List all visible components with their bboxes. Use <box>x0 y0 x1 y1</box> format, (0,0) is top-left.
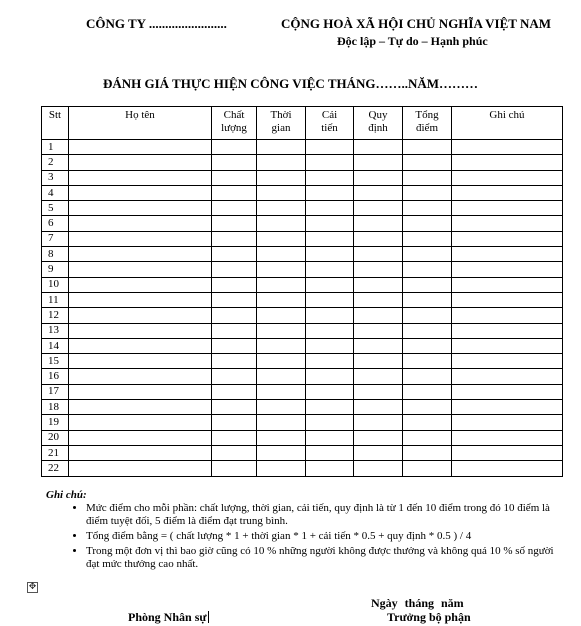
table-cell[interactable] <box>69 338 212 353</box>
row-number-cell: 18 <box>42 400 69 415</box>
table-cell[interactable] <box>212 262 257 277</box>
table-cell[interactable] <box>354 185 403 200</box>
table-cell[interactable] <box>354 262 403 277</box>
table-cell[interactable] <box>403 308 452 323</box>
header-improvement: Cải tiến <box>306 107 354 140</box>
table-cell[interactable] <box>354 277 403 292</box>
table-cell[interactable] <box>452 445 563 460</box>
table-cell[interactable] <box>212 369 257 384</box>
table-cell[interactable] <box>403 354 452 369</box>
table-cell[interactable] <box>212 338 257 353</box>
table-row <box>42 338 563 353</box>
table-cell[interactable] <box>354 384 403 399</box>
table-cell[interactable] <box>69 155 212 170</box>
table-cell[interactable] <box>69 170 212 185</box>
table-cell[interactable] <box>257 323 306 338</box>
table-cell[interactable] <box>69 430 212 445</box>
table-row <box>42 400 563 415</box>
row-number-cell: 5 <box>42 201 69 216</box>
table-cell[interactable] <box>212 185 257 200</box>
table-cell[interactable] <box>403 201 452 216</box>
row-number-cell: 17 <box>42 384 69 399</box>
national-motto: Độc lập – Tự do – Hạnh phúc <box>337 34 488 48</box>
table-cell[interactable] <box>452 247 563 262</box>
table-cell[interactable] <box>403 445 452 460</box>
table-cell[interactable] <box>306 384 354 399</box>
table-header-row <box>42 107 563 140</box>
table-cell[interactable] <box>452 185 563 200</box>
header-total: Tổng điểm <box>403 107 452 140</box>
table-cell[interactable] <box>306 308 354 323</box>
row-number-cell: 21 <box>42 445 69 460</box>
row-number-cell: 11 <box>42 292 69 307</box>
table-cell[interactable] <box>69 308 212 323</box>
header-stt: Stt <box>42 107 69 140</box>
company-name: CÔNG TY ........................ <box>86 16 227 31</box>
table-cell[interactable] <box>306 400 354 415</box>
table-cell[interactable] <box>257 445 306 460</box>
table-cell[interactable] <box>212 430 257 445</box>
table-cell[interactable] <box>257 185 306 200</box>
row-number-cell: 1 <box>42 140 69 155</box>
table-cell[interactable] <box>403 185 452 200</box>
table-cell[interactable] <box>69 247 212 262</box>
table-cell[interactable] <box>452 140 563 155</box>
table-cell[interactable] <box>354 308 403 323</box>
row-number-cell: 7 <box>42 231 69 246</box>
table-cell[interactable] <box>452 461 563 476</box>
table-cell[interactable] <box>306 247 354 262</box>
table-cell[interactable] <box>306 201 354 216</box>
table-cell[interactable] <box>403 140 452 155</box>
table-cell[interactable] <box>69 400 212 415</box>
table-cell[interactable] <box>257 277 306 292</box>
table-cell[interactable] <box>354 461 403 476</box>
table-cell[interactable] <box>452 170 563 185</box>
table-cell[interactable] <box>212 384 257 399</box>
table-row <box>42 430 563 445</box>
table-cell[interactable] <box>452 231 563 246</box>
row-number-cell: 4 <box>42 185 69 200</box>
table-cell[interactable] <box>212 415 257 430</box>
table-cell[interactable] <box>354 338 403 353</box>
table-cell[interactable] <box>452 216 563 231</box>
table-cell[interactable] <box>452 369 563 384</box>
table-cell[interactable] <box>354 430 403 445</box>
table-cell[interactable] <box>212 323 257 338</box>
evaluation-table <box>41 106 563 477</box>
table-cell[interactable] <box>354 415 403 430</box>
table-cell[interactable] <box>212 247 257 262</box>
table-cell[interactable] <box>452 430 563 445</box>
table-cell[interactable] <box>306 338 354 353</box>
table-cell[interactable] <box>257 338 306 353</box>
table-cell[interactable] <box>306 277 354 292</box>
table-row <box>42 445 563 460</box>
signature-hr-label: Phòng Nhân sự <box>128 610 207 624</box>
signature-date: Ngày tháng năm <box>371 596 464 610</box>
table-cell[interactable] <box>354 155 403 170</box>
table-cell[interactable] <box>452 338 563 353</box>
table-cell[interactable] <box>354 400 403 415</box>
row-number-cell: 16 <box>42 369 69 384</box>
table-cell[interactable] <box>257 231 306 246</box>
table-row <box>42 185 563 200</box>
table-cell[interactable] <box>452 384 563 399</box>
document-title: ĐÁNH GIÁ THỰC HIỆN CÔNG VIỆC THÁNG……..NĂM……… <box>102 76 479 91</box>
row-number-cell: 3 <box>42 170 69 185</box>
row-number-cell: 8 <box>42 247 69 262</box>
table-cell[interactable] <box>257 415 306 430</box>
table-cell[interactable] <box>212 292 257 307</box>
table-cell[interactable] <box>69 140 212 155</box>
table-cell[interactable] <box>212 216 257 231</box>
table-cell[interactable] <box>257 262 306 277</box>
row-number-cell: 10 <box>42 277 69 292</box>
table-row <box>42 216 563 231</box>
table-cell[interactable] <box>257 400 306 415</box>
table-cell[interactable] <box>69 216 212 231</box>
row-number-cell: 20 <box>42 430 69 445</box>
row-number-cell: 14 <box>42 338 69 353</box>
row-number-cell: 6 <box>42 216 69 231</box>
row-number-cell: 13 <box>42 323 69 338</box>
table-cell[interactable] <box>69 461 212 476</box>
table-cell[interactable] <box>212 461 257 476</box>
table-cell[interactable] <box>69 323 212 338</box>
table-cell[interactable] <box>212 155 257 170</box>
notes-list <box>46 502 566 571</box>
table-cell[interactable] <box>354 323 403 338</box>
table-cell[interactable] <box>354 445 403 460</box>
notes-section <box>46 489 566 573</box>
table-row <box>42 231 563 246</box>
table-cell[interactable] <box>257 461 306 476</box>
header-notes: Ghi chú <box>452 107 563 140</box>
notes-title: Ghi chú: <box>46 489 87 501</box>
table-cell[interactable] <box>403 277 452 292</box>
table-cell[interactable] <box>403 384 452 399</box>
table-cell[interactable] <box>306 461 354 476</box>
table-cell[interactable] <box>354 369 403 384</box>
table-cell[interactable] <box>306 140 354 155</box>
table-cell[interactable] <box>212 308 257 323</box>
header-regulation: Quy định <box>354 107 403 140</box>
table-cell[interactable] <box>257 292 306 307</box>
table-row <box>42 323 563 338</box>
text-cursor <box>208 611 209 623</box>
table-cell[interactable] <box>212 354 257 369</box>
table-cell[interactable] <box>212 277 257 292</box>
table-cell[interactable] <box>354 354 403 369</box>
table-cell[interactable] <box>403 262 452 277</box>
row-number-cell: 15 <box>42 354 69 369</box>
table-row <box>42 170 563 185</box>
table-cell[interactable] <box>306 354 354 369</box>
table-cell[interactable] <box>403 338 452 353</box>
table-cell[interactable] <box>69 445 212 460</box>
row-number-cell: 2 <box>42 155 69 170</box>
table-cell[interactable] <box>452 415 563 430</box>
table-row <box>42 461 563 476</box>
table-cell[interactable] <box>306 262 354 277</box>
table-cell[interactable] <box>306 216 354 231</box>
table-cell[interactable] <box>69 354 212 369</box>
table-row <box>42 201 563 216</box>
table-cell[interactable] <box>403 430 452 445</box>
table-cell[interactable] <box>403 231 452 246</box>
table-cell[interactable] <box>257 201 306 216</box>
table-cell[interactable] <box>452 155 563 170</box>
row-number-cell: 12 <box>42 308 69 323</box>
table-cell[interactable] <box>257 216 306 231</box>
move-arrows-icon[interactable]: ✥ <box>28 582 37 592</box>
table-cell[interactable] <box>452 292 563 307</box>
table-cell[interactable] <box>257 155 306 170</box>
table-cell[interactable] <box>452 277 563 292</box>
table-cell[interactable] <box>257 430 306 445</box>
table-cell[interactable] <box>306 415 354 430</box>
table-cell[interactable] <box>306 323 354 338</box>
table-cell[interactable] <box>403 461 452 476</box>
table-cell[interactable] <box>69 231 212 246</box>
table-cell[interactable] <box>306 430 354 445</box>
table-cell[interactable] <box>306 445 354 460</box>
table-row <box>42 277 563 292</box>
table-cell[interactable] <box>354 140 403 155</box>
note-item: • Trong một đơn vị thì bao giờ cũng có 10 % những người không được thưởng và không quá 10 % số người đạt mức thưởng cao nhất. <box>86 545 566 571</box>
header-time: Thời gian <box>257 107 306 140</box>
table-cell[interactable] <box>69 262 212 277</box>
table-cell[interactable] <box>257 369 306 384</box>
table-cell[interactable] <box>354 247 403 262</box>
table-cell[interactable] <box>69 415 212 430</box>
table-row <box>42 308 563 323</box>
table-row <box>42 140 563 155</box>
table-cell[interactable] <box>257 140 306 155</box>
note-item: • Mức điểm cho mỗi phần: chất lượng, thời gian, cải tiến, quy định là từ 1 đến 10 điểm trong đó 10 điểm là điểm tuyệt đối, 5 điểm là điểm đạt trung bình. <box>86 502 566 528</box>
table-cell[interactable] <box>354 231 403 246</box>
table-cell[interactable] <box>257 247 306 262</box>
table-cell[interactable] <box>403 369 452 384</box>
table-cell[interactable] <box>257 170 306 185</box>
table-cell[interactable] <box>306 369 354 384</box>
table-row <box>42 354 563 369</box>
table-cell[interactable] <box>69 277 212 292</box>
table-cell[interactable] <box>452 262 563 277</box>
table-cell[interactable] <box>212 170 257 185</box>
row-number-cell: 22 <box>42 461 69 476</box>
table-cell[interactable] <box>306 231 354 246</box>
table-row <box>42 369 563 384</box>
table-cell[interactable] <box>69 384 212 399</box>
table-cell[interactable] <box>212 201 257 216</box>
note-item: • Tổng điểm bằng = ( chất lượng * 1 + thời gian * 1 + cải tiến * 0.5 + quy định * 0.5 ) / 4 <box>86 530 566 543</box>
signature-manager: Trưởng bộ phận <box>387 610 471 624</box>
table-cell[interactable] <box>452 400 563 415</box>
table-cell[interactable] <box>354 170 403 185</box>
table-cell[interactable] <box>306 185 354 200</box>
table-cell[interactable] <box>212 231 257 246</box>
table-row <box>42 155 563 170</box>
table-cell[interactable] <box>212 445 257 460</box>
row-number-cell: 9 <box>42 262 69 277</box>
table-cell[interactable] <box>403 155 452 170</box>
table-cell[interactable] <box>403 247 452 262</box>
table-cell[interactable] <box>69 201 212 216</box>
table-cell[interactable] <box>306 292 354 307</box>
table-cell[interactable] <box>403 170 452 185</box>
table-cell[interactable] <box>403 292 452 307</box>
table-cell[interactable] <box>306 170 354 185</box>
table-row <box>42 292 563 307</box>
table-cell[interactable] <box>69 369 212 384</box>
table-cell[interactable] <box>452 201 563 216</box>
table-cell[interactable] <box>306 155 354 170</box>
table-cell[interactable] <box>69 292 212 307</box>
table-cell[interactable] <box>354 201 403 216</box>
header-quality: Chất lượng <box>212 107 257 140</box>
table-row <box>42 247 563 262</box>
table-cell[interactable] <box>403 400 452 415</box>
table-cell[interactable] <box>354 292 403 307</box>
table-cell[interactable] <box>403 216 452 231</box>
table-cell[interactable] <box>212 400 257 415</box>
table-cell[interactable] <box>257 354 306 369</box>
national-title: CỘNG HOÀ XÃ HỘI CHỦ NGHĨA VIỆT NAM <box>281 16 552 31</box>
table-cell[interactable] <box>403 323 452 338</box>
table-cell[interactable] <box>452 354 563 369</box>
table-cell[interactable] <box>452 323 563 338</box>
table-row <box>42 384 563 399</box>
table-cell[interactable] <box>212 140 257 155</box>
table-cell[interactable] <box>257 384 306 399</box>
row-number-cell: 19 <box>42 415 69 430</box>
table-cell[interactable] <box>257 308 306 323</box>
table-cell[interactable] <box>452 308 563 323</box>
table-row <box>42 262 563 277</box>
table-row <box>42 415 563 430</box>
signature-hr[interactable] <box>128 610 209 625</box>
table-cell[interactable] <box>69 185 212 200</box>
header-name: Họ tên <box>69 107 212 140</box>
table-cell[interactable] <box>403 415 452 430</box>
table-cell[interactable] <box>354 216 403 231</box>
